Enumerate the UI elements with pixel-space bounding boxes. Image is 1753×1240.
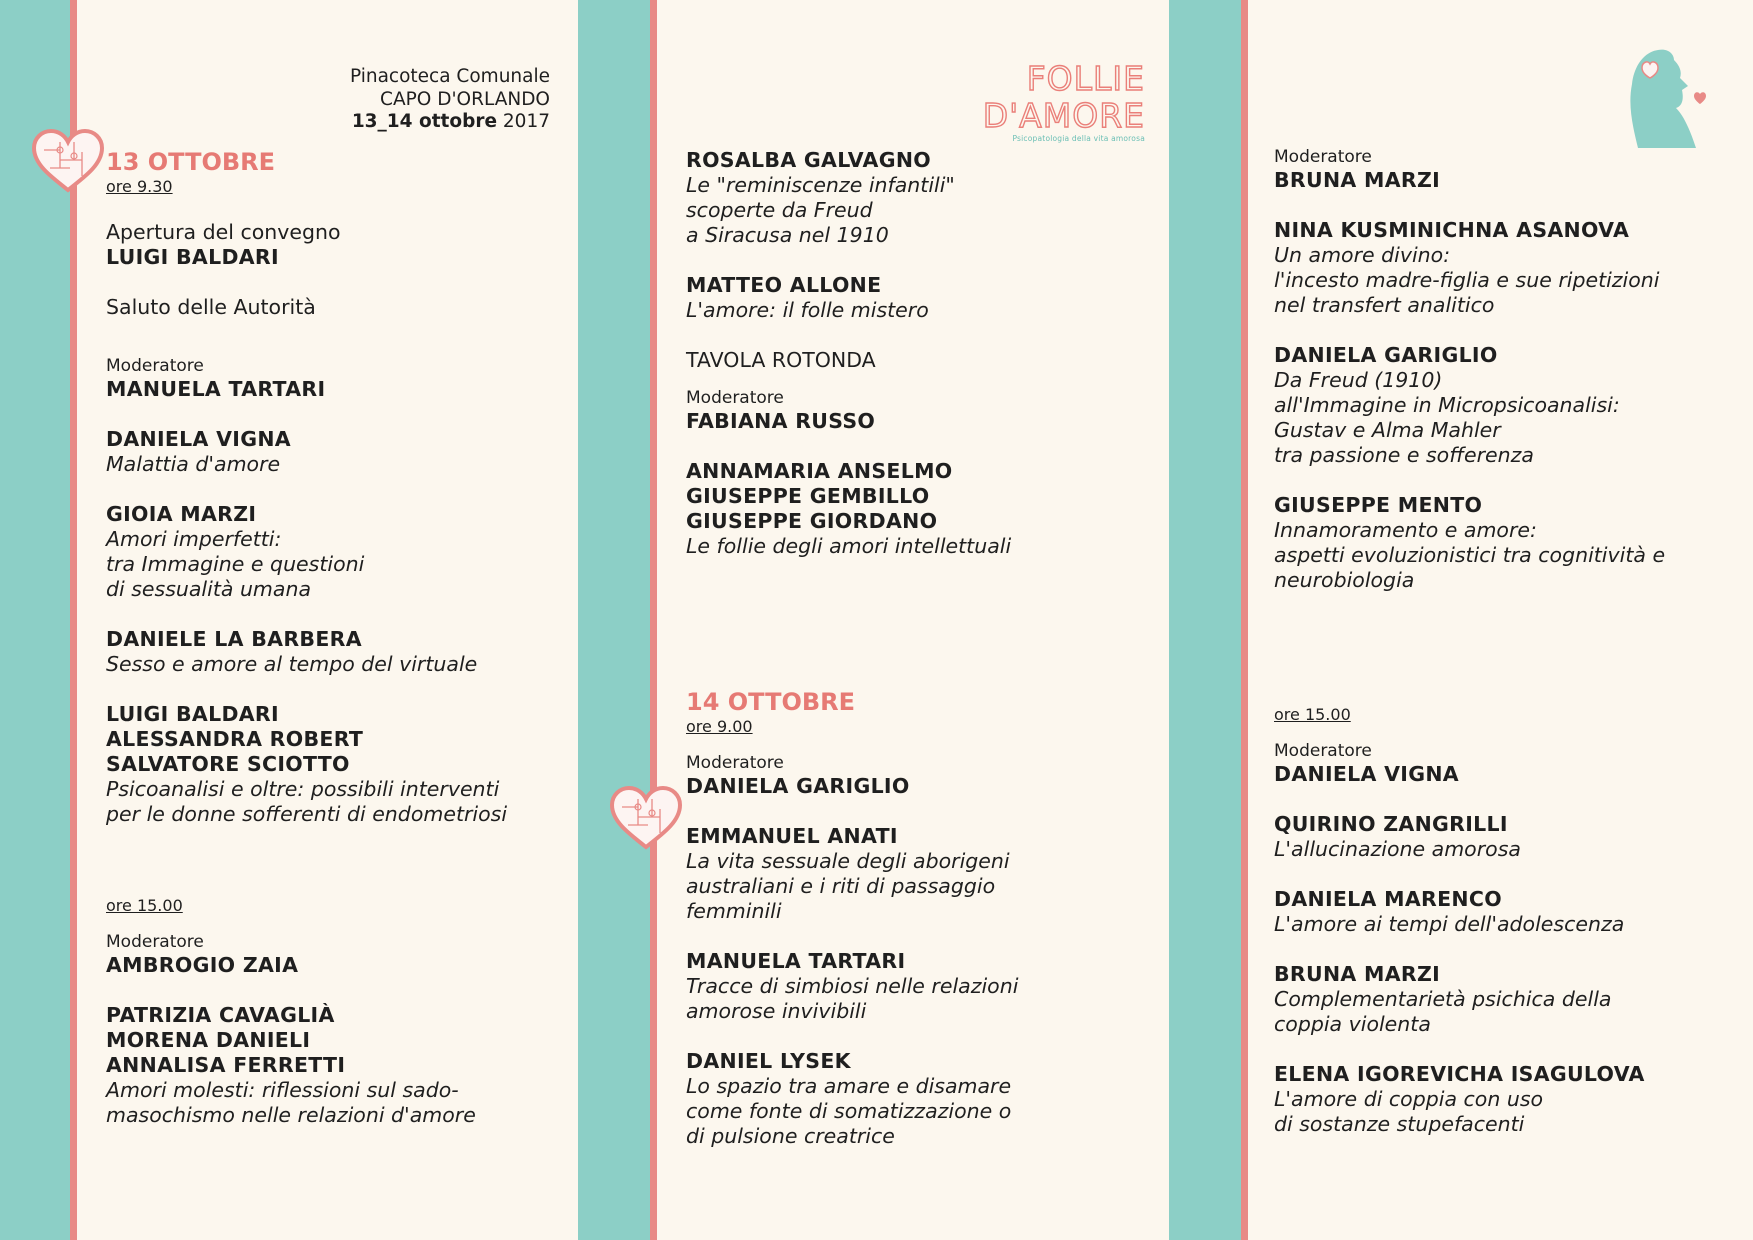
column-right-afternoon	[1274, 704, 1734, 1137]
talk	[1274, 962, 1734, 1037]
talk-title-line: di sostanze stupefacenti	[1274, 1112, 1525, 1136]
talk-title-line: Gustav e Alma Mahler	[1274, 418, 1501, 442]
moderator-name: FABIANA RUSSO	[686, 409, 876, 433]
speaker-name: NINA KUSMINICHNA ASANOVA	[1274, 218, 1630, 242]
talk-title-line: Psicoanalisi e oltre: possibili interventi	[106, 777, 500, 801]
speaker-name: LUIGI BALDARI	[106, 702, 279, 726]
talk-title-line: tra passione e sofferenza	[1274, 443, 1534, 467]
speaker-name: GIUSEPPE MENTO	[1274, 493, 1483, 517]
talk-title: Sesso e amore al tempo del virtuale	[106, 652, 478, 676]
logo-subtitle: Psicopatologia della vita amorosa	[1012, 134, 1145, 143]
speaker-name: ELENA IGOREVICHA ISAGULOVA	[1274, 1062, 1645, 1086]
speaker-name: EMMANUEL ANATI	[686, 824, 898, 848]
day1-heading: 13 OTTOBRE	[106, 148, 276, 176]
puzzle-heart-icon	[30, 128, 106, 194]
speaker-name: GIUSEPPE GEMBILLO	[686, 484, 930, 508]
moderator-name: DANIELA VIGNA	[1274, 762, 1459, 786]
speaker-name: MANUELA TARTARI	[686, 949, 906, 973]
talk-title-line: aspetti evoluzionistici tra cognitività e	[1274, 543, 1666, 567]
talk	[686, 824, 1146, 924]
city: CAPO D'ORLANDO	[380, 88, 550, 110]
column-right	[1274, 146, 1734, 593]
talk-title-line: neurobiologia	[1274, 568, 1415, 592]
afternoon-time: ore 15.00	[1274, 705, 1351, 724]
talk-title: L'amore: il folle mistero	[686, 298, 929, 322]
speaker-name: ANNAMARIA ANSELMO	[686, 459, 953, 483]
moderator-label: Moderatore	[686, 388, 784, 408]
opening-speaker: LUIGI BALDARI	[106, 245, 279, 269]
greeting: Saluto delle Autorità	[106, 295, 316, 319]
logo-line-2: D'AMORE	[982, 96, 1145, 135]
logo-line-1: FOLLIE	[1026, 59, 1145, 98]
talk	[106, 502, 556, 602]
speaker-name: DANIELA VIGNA	[106, 427, 291, 451]
moderator-name: BRUNA MARZI	[1274, 168, 1441, 192]
afternoon-time: ore 15.00	[106, 896, 183, 915]
talk-title: L'allucinazione amorosa	[1274, 837, 1521, 861]
column-middle	[686, 148, 1146, 559]
talk-title-line: femminili	[686, 899, 782, 923]
talk	[1274, 887, 1734, 937]
talk	[686, 148, 1146, 248]
speaker-name: MORENA DANIELI	[106, 1028, 311, 1052]
moderator-name: MANUELA TARTARI	[106, 377, 326, 401]
column-day2	[686, 688, 1146, 1149]
talk-title-line: Amori molesti: riflessioni sul sado-	[106, 1078, 459, 1102]
talk	[1274, 1062, 1734, 1137]
round-table-label: TAVOLA ROTONDA	[686, 348, 876, 372]
right-pink-stripe	[1241, 0, 1248, 1240]
middle-pink-stripe	[650, 0, 657, 1240]
talk-title-line: di pulsione creatrice	[686, 1124, 895, 1148]
column-day1	[106, 148, 556, 1128]
talk-title-line: di sessualità umana	[106, 577, 312, 601]
talk-title-line: Da Freud (1910)	[1274, 368, 1443, 392]
talk-title-line: amorose invivibili	[686, 999, 867, 1023]
talk-title-line: Innamoramento e amore:	[1274, 518, 1537, 542]
speaker-name: GIUSEPPE GIORDANO	[686, 509, 938, 533]
talk-title-line: coppia violenta	[1274, 1012, 1431, 1036]
dates-bold: 13_14 ottobre	[351, 111, 498, 132]
speaker-name: ANNALISA FERRETTI	[106, 1053, 346, 1077]
talk-title-line: La vita sessuale degli aborigeni	[686, 849, 1010, 873]
talk-title-line: all'Immagine in Micropsicoanalisi:	[1274, 393, 1620, 417]
talk-title-line: Un amore divino:	[1274, 243, 1451, 267]
speaker-name: QUIRINO ZANGRILLI	[1274, 812, 1508, 836]
day2-time: ore 9.00	[686, 717, 753, 736]
talk-title-line: L'amore di coppia con uso	[1274, 1087, 1544, 1111]
talk-title-line: Amori imperfetti:	[106, 527, 282, 551]
talk	[1274, 343, 1734, 468]
speaker-name: DANIELA MARENCO	[1274, 887, 1502, 911]
talk	[106, 427, 556, 477]
moderator-label: Moderatore	[1274, 147, 1372, 167]
middle-teal-band	[578, 0, 650, 1240]
talk-title-line: Le "reminiscenze infantili"	[686, 173, 955, 197]
talk	[1274, 812, 1734, 862]
day2-heading: 14 OTTOBRE	[686, 688, 856, 716]
talk-title-line: nel transfert analitico	[1274, 293, 1495, 317]
moderator-label: Moderatore	[106, 932, 204, 952]
talk	[106, 627, 556, 677]
talk-title-line: l'incesto madre-figlia e sue ripetizioni	[1274, 268, 1660, 292]
talk-title-line: scoperte da Freud	[686, 198, 873, 222]
moderator-name: AMBROGIO ZAIA	[106, 953, 299, 977]
day1-time: ore 9.30	[106, 177, 173, 196]
moderator-label: Moderatore	[1274, 741, 1372, 761]
silhouette-heart-icon	[1618, 44, 1706, 152]
group-talk	[106, 702, 556, 827]
moderator-block	[686, 387, 1146, 434]
speaker-name: DANIEL LYSEK	[686, 1049, 851, 1073]
speaker-name: GIOIA MARZI	[106, 502, 257, 526]
moderator-block	[106, 355, 556, 402]
talk	[1274, 218, 1734, 318]
event-logo	[983, 60, 1145, 143]
speaker-name: MATTEO ALLONE	[686, 273, 882, 297]
speaker-name: PATRIZIA CAVAGLIÀ	[106, 1003, 335, 1027]
talk-title: Malattia d'amore	[106, 452, 281, 476]
talk-title-line: australiani e i riti di passaggio	[686, 874, 996, 898]
moderator-block	[686, 752, 1146, 799]
moderator-label: Moderatore	[106, 356, 204, 376]
speaker-name: DANIELE LA BARBERA	[106, 627, 362, 651]
panel	[686, 459, 1146, 559]
talk-title-line: come fonte di somatizzazione o	[686, 1099, 1012, 1123]
event-header	[350, 66, 550, 134]
opening	[106, 220, 556, 270]
talk-title-line: masochismo nelle relazioni d'amore	[106, 1103, 476, 1127]
moderator-label: Moderatore	[686, 753, 784, 773]
group-talk	[106, 1003, 556, 1128]
moderator-block	[1274, 740, 1734, 787]
speaker-name: ROSALBA GALVAGNO	[686, 148, 932, 172]
talk-title-line: Lo spazio tra amare e disamare	[686, 1074, 1012, 1098]
talk	[686, 1049, 1146, 1149]
right-teal-band	[1169, 0, 1241, 1240]
opening-label: Apertura del convegno	[106, 220, 341, 244]
moderator-block	[106, 931, 556, 978]
talk-title-line: a Siracusa nel 1910	[686, 223, 889, 247]
moderator-block	[1274, 146, 1734, 193]
talk-title: L'amore ai tempi dell'adolescenza	[1274, 912, 1625, 936]
talk	[686, 273, 1146, 323]
talk	[686, 949, 1146, 1024]
speaker-name: SALVATORE SCIOTTO	[106, 752, 350, 776]
talk-title-line: tra Immagine e questioni	[106, 552, 365, 576]
panel-title: Le follie degli amori intellettuali	[686, 534, 1012, 558]
talk	[1274, 493, 1734, 593]
speaker-name: BRUNA MARZI	[1274, 962, 1441, 986]
talk-title-line: per le donne sofferenti di endometriosi	[106, 802, 508, 826]
puzzle-heart-icon	[608, 785, 684, 851]
venue: Pinacoteca Comunale	[349, 66, 550, 87]
speaker-name: DANIELA GARIGLIO	[1274, 343, 1498, 367]
talk-title-line: Tracce di simbiosi nelle relazioni	[686, 974, 1019, 998]
speaker-name: ALESSANDRA ROBERT	[106, 727, 364, 751]
year: 2017	[502, 111, 550, 132]
talk-title-line: Complementarietà psichica della	[1274, 987, 1612, 1011]
dates	[350, 111, 550, 134]
moderator-name: DANIELA GARIGLIO	[686, 774, 910, 798]
